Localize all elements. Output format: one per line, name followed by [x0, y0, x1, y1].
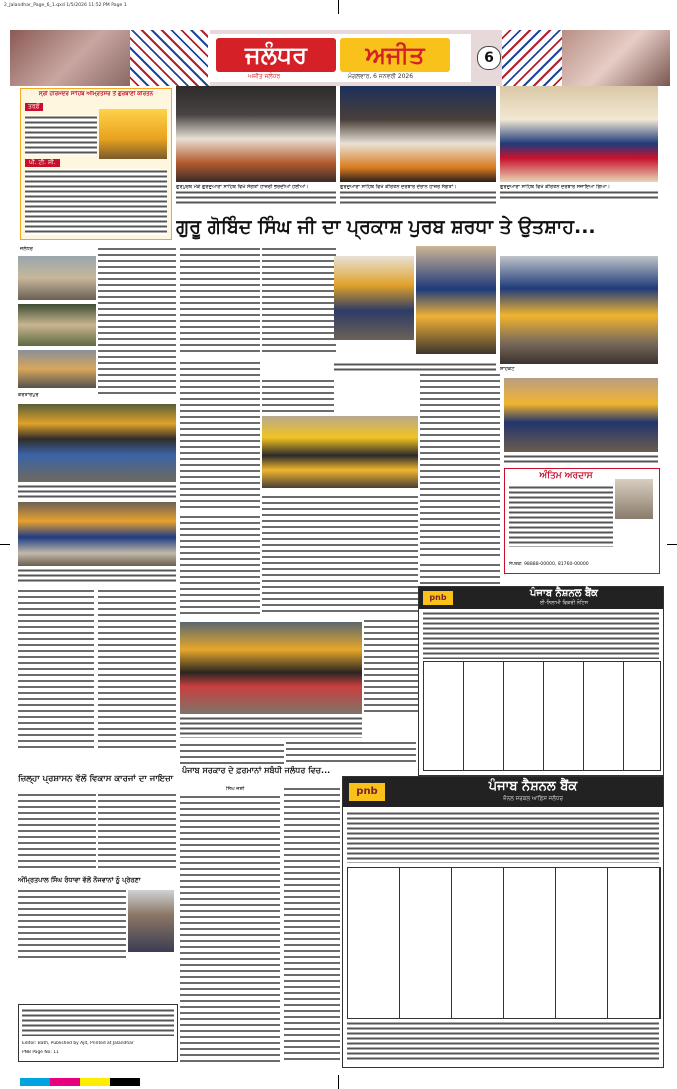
crop-mark-right: [667, 544, 677, 545]
page-number: 6: [477, 46, 501, 70]
article-bottom-left-b: [98, 792, 176, 872]
caption-left-4: [18, 484, 176, 498]
golden-temple-photo: [99, 109, 167, 159]
pnb-ad-2: [342, 776, 664, 1068]
caption-photo3-more: [500, 190, 658, 200]
photo-left-4: [18, 404, 176, 482]
kirtan-details: [25, 169, 167, 235]
crop-mark-top: [338, 0, 339, 14]
article-left-col1: [98, 246, 176, 396]
dateline-left: ਜਲੰਧਰ: [20, 246, 33, 252]
pnb-ad-1-logo: pnb: [423, 591, 453, 605]
article-right-col2: [420, 562, 500, 586]
masthead-subtitle: ਅਜੀਤ ਜਲੰਧਰ: [248, 73, 281, 80]
masthead-title-right: ਅਜੀਤ: [340, 38, 450, 72]
bottom-headline-1: ਜ਼ਿਲ੍ਹਾ ਪ੍ਰਸ਼ਾਸਨ ਵੱਲੋਂ ਵਿਕਾਸ ਕਾਰਜਾਂ ਦਾ ਜਾਇਜ਼ਾ: [18, 774, 174, 784]
article-mid-col2: [262, 246, 336, 354]
masthead: [10, 30, 670, 86]
caption-photo-right-3: [504, 454, 658, 464]
photo-left-5: [18, 502, 176, 566]
masthead-pattern-right: [502, 30, 562, 86]
print-meta: 2_Jalandhar_Page_6_1.qxd 1/5/2026 11:52 PM Page 1: [4, 3, 127, 8]
caption-photo2: ਗੁਰਦੁਆਰਾ ਸਾਹਿਬ ਵਿਖੇ ਕੀਰਤਨ ਦਰਬਾਰ ਦੌਰਾਨ ਹਾਜ਼ਰ ਸੰਗਤਾਂ।: [340, 184, 457, 190]
pnb-ad-2-subtitle: ਜ਼ੋਨਲ ਸਰਕਲ ਆਫ਼ਿਸ ਜਲੰਧਰ: [503, 796, 563, 802]
photo-right-2: [500, 256, 658, 364]
article-mid-col6: [180, 514, 260, 618]
article-bottom-mid-b: [284, 786, 340, 1062]
pnb-ad-2-logo: pnb: [349, 783, 385, 801]
caption-photo1: ਗੁਰਪੁਰਬ ਮੌਕੇ ਗੁਰਦੁਆਰਾ ਸਾਹਿਬ ਵਿਖੇ ਸੰਗਤਾਂ ਹਾਜ਼ਰੀ ਭਰਦੀਆਂ ਹੋਈਆਂ।: [176, 184, 309, 190]
article-mid-col3: [180, 360, 260, 510]
article-left-col-a: [18, 588, 94, 748]
kirtan-subtitle: ਤਰਫ਼ੋਂ: [25, 103, 43, 111]
footer-note: Editor: Bath, Published by Ajit, Printed at Jalandhar: [22, 1041, 134, 1046]
bottom-headline-2-bar: [182, 764, 340, 782]
masthead-photo-right: [562, 30, 670, 86]
pnb-ad-1-title: ਪੰਜਾਬ ਨੈਸ਼ਨਲ ਬੈਂਕ: [529, 588, 599, 599]
obituary-photo: [615, 479, 653, 519]
crop-mark-left: [0, 544, 10, 545]
pnb-ad-2-table: [347, 867, 661, 1019]
pnb-ad-2-body: [347, 811, 659, 863]
article-bottom-left-a: [18, 792, 96, 872]
caption-left-5: [18, 568, 176, 582]
article-left-col-b: [98, 588, 176, 748]
crop-mark-bottom: [338, 1075, 339, 1089]
photo-left-2: [18, 304, 96, 346]
article-bottom-mid-a: [180, 794, 280, 1062]
caption-photo1-more: [176, 190, 336, 206]
article-mid-col4: [262, 378, 334, 416]
pnb-ad-1-header: [419, 587, 663, 609]
photo-right-3: [504, 378, 658, 452]
masthead-pattern-left: [130, 30, 210, 86]
bottom-headline-2-text: ਪੰਜਾਬ ਸਰਕਾਰ ਦੇ ਫ਼ਰਮਾਨਾਂ ਸਬੰਧੀ ਜਲੰਧਰ ਵਿਚ...: [182, 766, 331, 775]
caption-photo-right-2: ਸ਼ਾਹਕੋਟ: [500, 366, 515, 372]
photo-group-large: [180, 622, 362, 714]
footer-box-text: [22, 1008, 174, 1036]
article-mid-col7: [364, 618, 418, 716]
obituary-phone: ਸੰਪਰਕ: 98888-00000, 81760-00000: [509, 562, 589, 567]
masthead-title-left: ਜਲੰਧਰ: [216, 38, 336, 72]
pnb-ad-1-body: [423, 611, 659, 659]
caption-left-small: ਕਰਤਾਰਪੁਰ: [18, 392, 39, 398]
photo-mid-small: [334, 256, 414, 340]
obituary-title: ਅੰਤਿਮ ਅਰਦਾਸ: [539, 471, 593, 481]
pnb-ad-1-subtitle: ਈ-ਨਿਲਾਮੀ ਵਿਕਰੀ ਨੋਟਿਸ: [540, 600, 588, 606]
photo-left-3: [18, 350, 96, 388]
photo-kirtan-3: [500, 86, 658, 182]
photo-group-yellow: [262, 416, 418, 488]
caption-photo3: ਗੁਰਦੁਆਰਾ ਸਾਹਿਬ ਵਿਖੇ ਕੀਰਤਨ ਦਰਬਾਰ ਸਜਾਇਆ ਗਿਆ।: [500, 184, 610, 190]
masthead-date: ਮੰਗਲਵਾਰ, 6 ਜਨਵਰੀ 2026: [348, 73, 414, 80]
article-mid-col8: [286, 740, 416, 766]
article-bottom-left-c: [18, 888, 126, 958]
article-right-col1: [420, 372, 500, 560]
masthead-title-block: [208, 34, 471, 82]
caption-mid-small: [334, 362, 496, 372]
pnb-ad-1: [418, 586, 664, 776]
photo-mid-small-2: [416, 246, 496, 354]
obituary-ad: [504, 468, 660, 574]
article-bottom-col1: [180, 742, 284, 766]
caption-group-large: [180, 716, 362, 738]
pnb-ad-1-table: [423, 661, 661, 771]
obituary-text: [509, 485, 613, 547]
photo-person: [128, 890, 174, 952]
photo-left-1: [18, 256, 96, 300]
kirtan-channel: ਪੀ. ਟੀ. ਸੀ.: [25, 159, 60, 167]
kirtan-box: [20, 88, 172, 240]
pnb-ad-2-header: [343, 777, 663, 807]
color-bar: [20, 1078, 140, 1086]
article-mid-col1: [180, 246, 260, 354]
caption-photo2-more: [340, 190, 496, 206]
footer-box: [18, 1004, 178, 1062]
footer-small: PNB Page No: 11: [22, 1050, 59, 1055]
pnb-ad-2-footer: [347, 1021, 659, 1061]
kirtan-schedule: [25, 115, 97, 155]
article-mid-col5: [262, 494, 418, 614]
pnb-ad-2-title: ਪੰਜਾਬ ਨੈਸ਼ਨਲ ਬੈਂਕ: [488, 779, 578, 794]
photo-sangat-1: [176, 86, 336, 182]
photo-kirtan-2: [340, 86, 496, 182]
kirtan-title: ਸ੍ਰੀ ਹਰਿਮੰਦਰ ਸਾਹਿਬ ਅੰਮ੍ਰਿਤਸਰ ਤੋਂ ਗੁਰਬਾਣੀ ਕੀਰਤਨ: [38, 91, 154, 97]
bottom-subhead: ਅੰਮ੍ਰਿਤਪਾਲ ਸਿੰਘ ਰੰਧਾਵਾ ਵੱਲੋਂ ਨੌਜਵਾਨਾਂ ਨੂੰ ਪ੍ਰੇਰਣਾ: [18, 876, 141, 884]
dateline-bottom: ਸਿੰਘ ਜੋਸ਼ੀ: [226, 786, 245, 792]
main-headline: ਗੁਰੂ ਗੋਬਿੰਦ ਸਿੰਘ ਜੀ ਦਾ ਪ੍ਰਕਾਸ਼ ਪੁਰਬ ਸ਼ਰਧਾ ਤੇ ਉਤਸ਼ਾਹ...: [176, 216, 596, 238]
